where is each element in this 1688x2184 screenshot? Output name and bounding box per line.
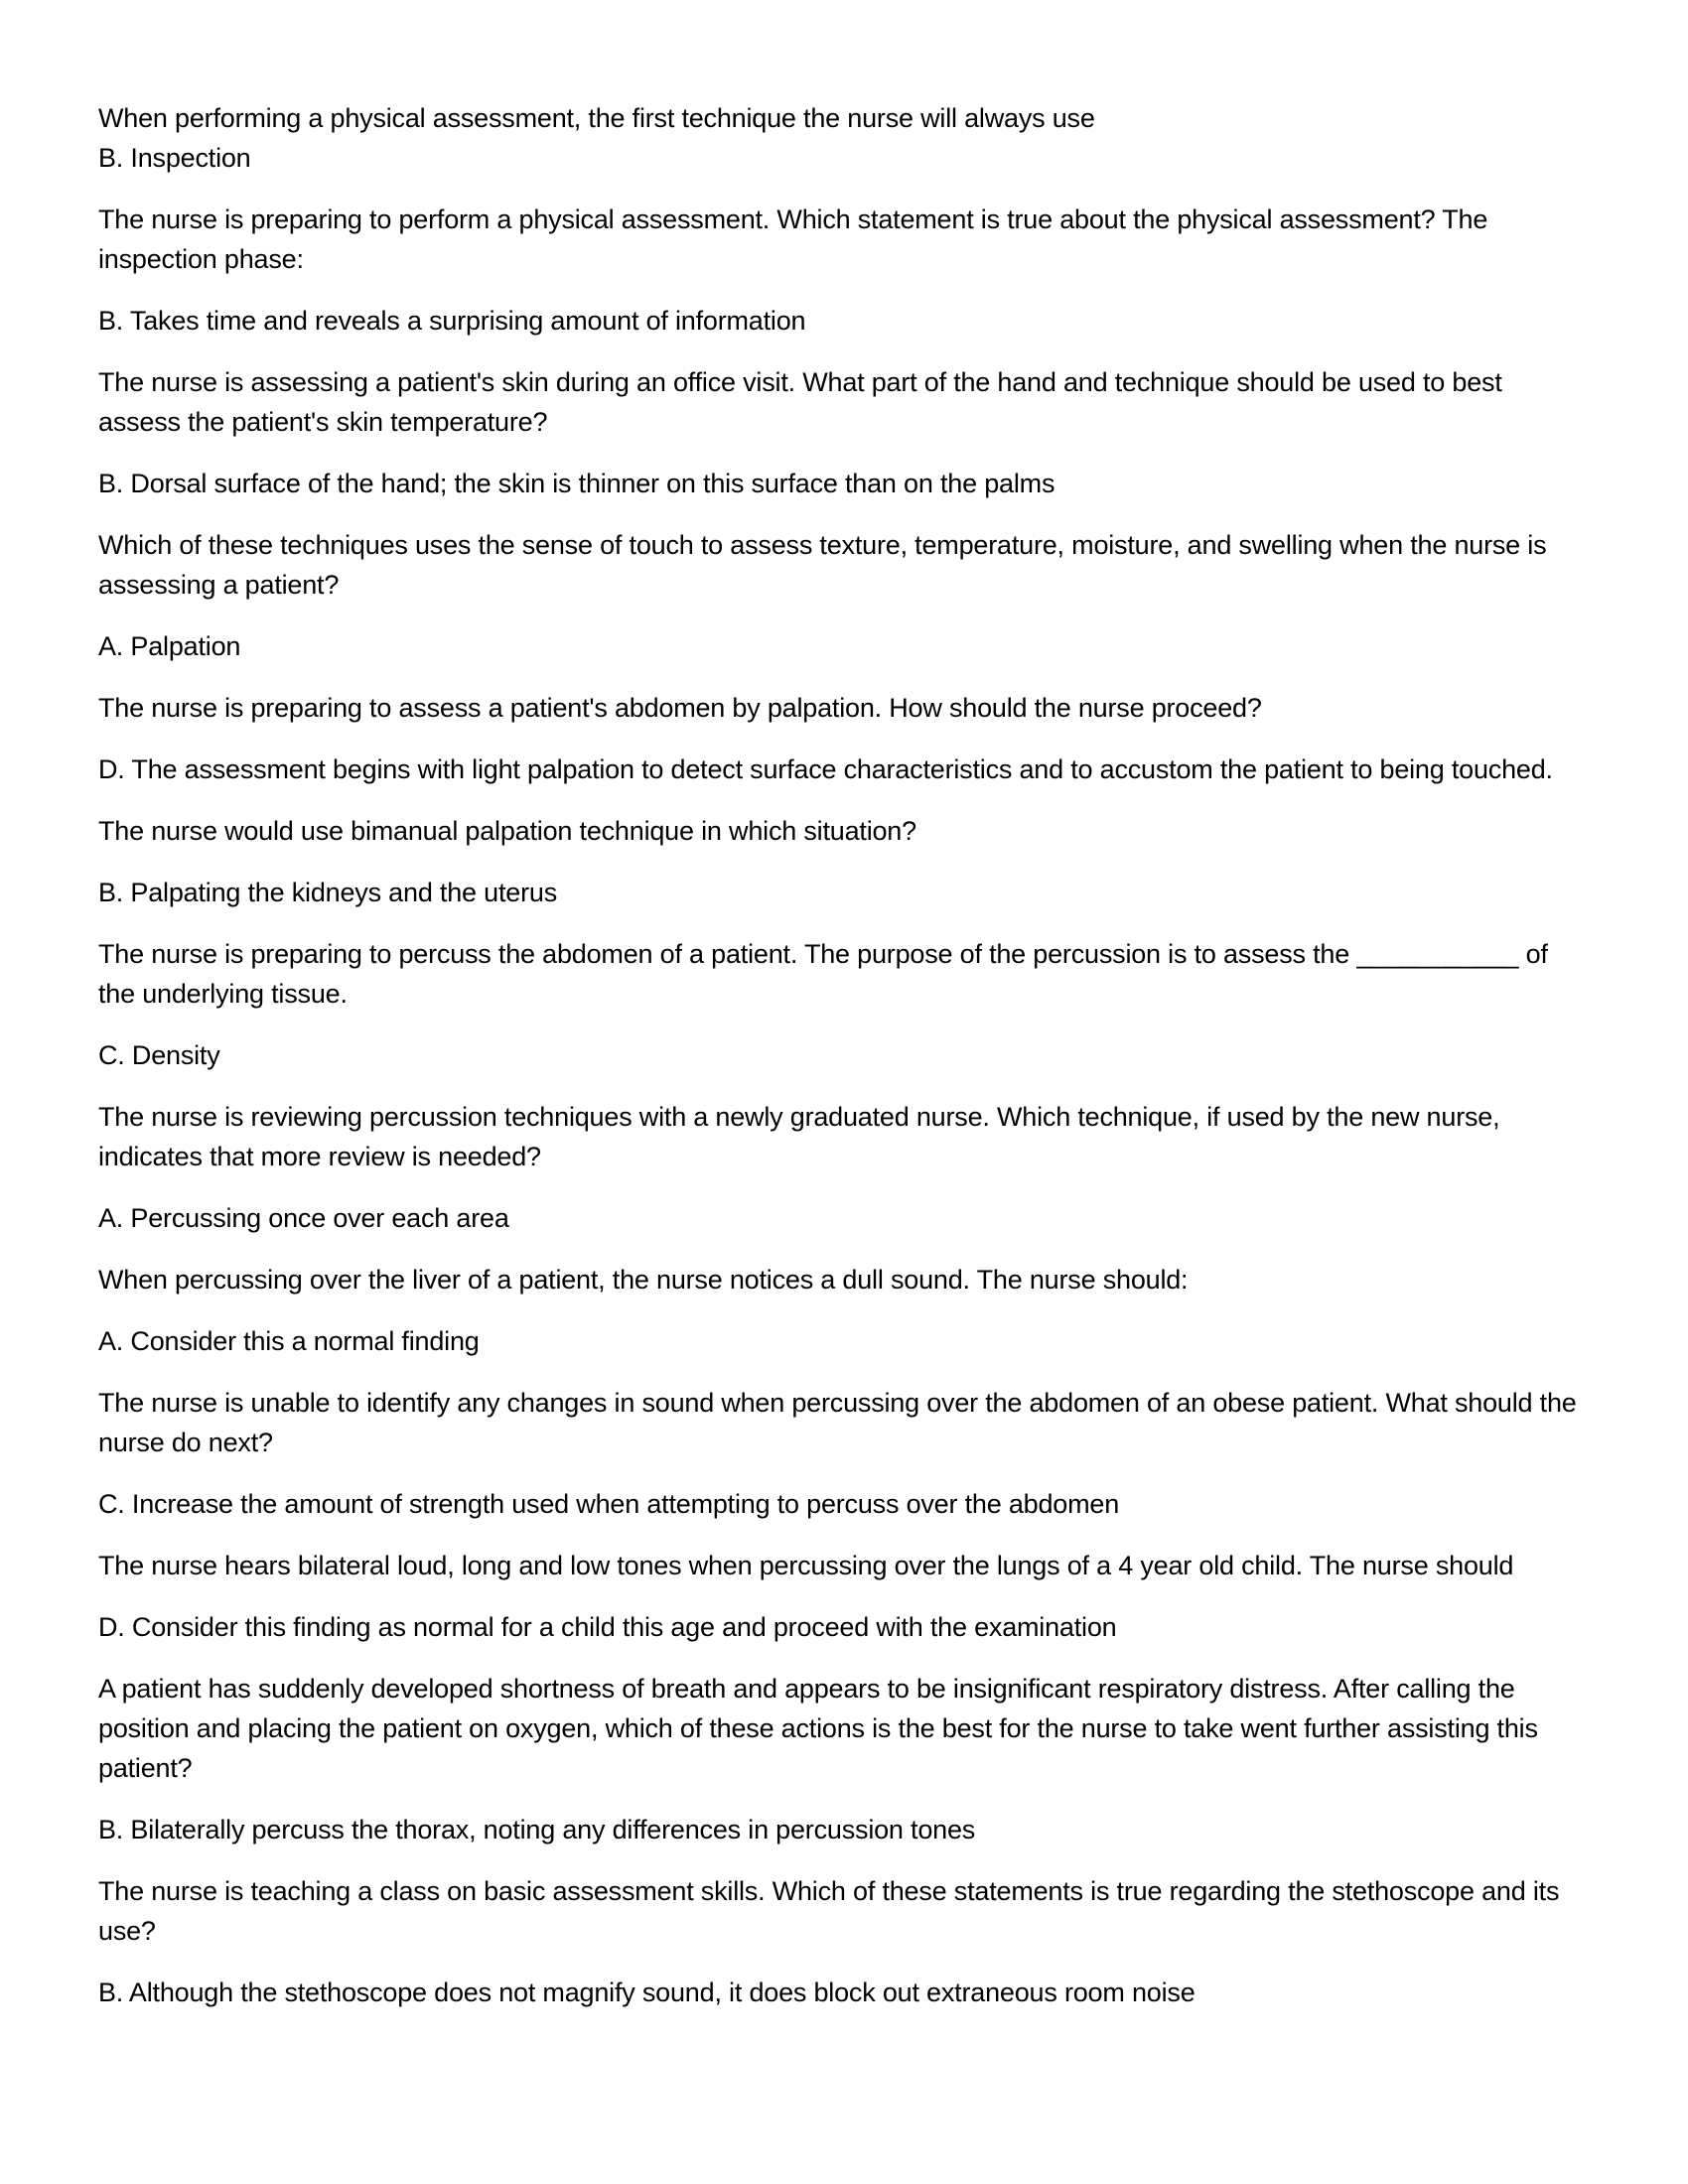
answer-text: B. Although the stethoscope does not magnify sound, it does block out extraneous room noise — [98, 1978, 1196, 2007]
answer-text: A. Palpation — [98, 631, 241, 661]
answer-text: B. Inspection — [98, 143, 251, 173]
question-text: The nurse hears bilateral loud, long and low tones when percussing over the lungs of a 4 year old child. The nurse should — [98, 1551, 1514, 1580]
question-text: A patient has suddenly developed shortness of breath and appears to be insignificant respiratory distress. After calling the position and placing the patient on oxygen, which of these actions is the best for the nurse to take went further assisting this patient? — [98, 1674, 1538, 1783]
question-text: The nurse is preparing to assess a patient's abdomen by palpation. How should the nurse proceed? — [98, 693, 1262, 723]
answer-text: A. Consider this a normal finding — [98, 1326, 480, 1356]
question-text: The nurse is reviewing percussion techniques with a newly graduated nurse. Which technique, if used by the new nurse, indicates that more review is needed? — [98, 1102, 1500, 1171]
answer-text: B. Takes time and reveals a surprising amount of information — [98, 306, 806, 336]
answer-text: B. Bilaterally percuss the thorax, noting any differences in percussion tones — [98, 1815, 976, 1844]
answer-text: D. The assessment begins with light palpation to detect surface characteristics and to accustom the patient to being touched. — [98, 754, 1553, 784]
document-page — [98, 98, 1588, 2012]
answer-text: B. Dorsal surface of the hand; the skin is thinner on this surface than on the palms — [98, 469, 1055, 498]
question-text: The nurse is unable to identify any changes in sound when percussing over the abdomen of an obese patient. What should the nurse do next? — [98, 1388, 1577, 1457]
question-text: The nurse would use bimanual palpation technique in which situation? — [98, 816, 916, 846]
question-text: The nurse is assessing a patient's skin during an office visit. What part of the hand and technique should be used to best assess the patient's skin temperature? — [98, 367, 1502, 437]
answer-text: A. Percussing once over each area — [98, 1203, 509, 1233]
answer-text: C. Increase the amount of strength used when attempting to percuss over the abdomen — [98, 1489, 1120, 1519]
answer-text: C. Density — [98, 1040, 220, 1070]
answer-text: B. Palpating the kidneys and the uterus — [98, 878, 558, 907]
question-text: When percussing over the liver of a patient, the nurse notices a dull sound. The nurse should: — [98, 1265, 1189, 1295]
answer-text: D. Consider this finding as normal for a child this age and proceed with the examination — [98, 1612, 1117, 1642]
question-text: The nurse is preparing to perform a physical assessment. Which statement is true about the physical assessment? The inspection phase: — [98, 205, 1488, 274]
question-text: Which of these techniques uses the sense of touch to assess texture, temperature, moisture, and swelling when the nurse is assessing a patient? — [98, 530, 1547, 600]
question-text: The nurse is teaching a class on basic assessment skills. Which of these statements is true regarding the stethoscope and its use? — [98, 1876, 1560, 1946]
question-text: The nurse is preparing to percuss the abdomen of a patient. The purpose of the percussion is to assess the ___________ of the underlying tissue. — [98, 939, 1548, 1009]
question-text: When performing a physical assessment, the first technique the nurse will always use — [98, 103, 1095, 133]
